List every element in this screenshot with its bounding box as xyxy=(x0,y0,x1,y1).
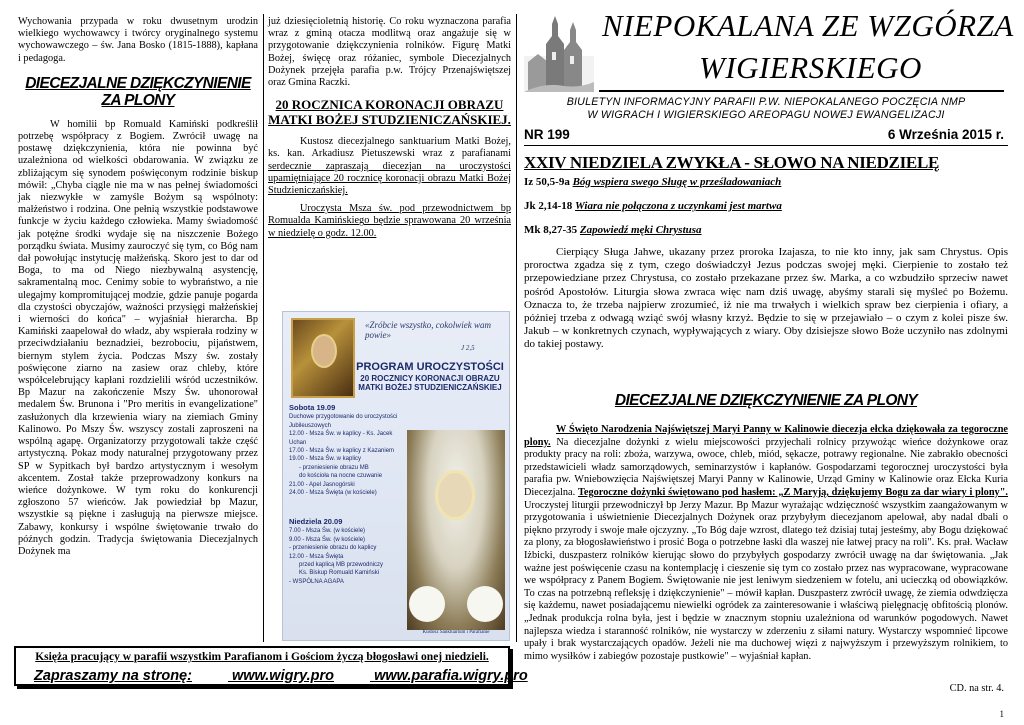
col2-paragraph-1 xyxy=(268,136,511,197)
schedule-line: - WSPÓLNA AGAPA xyxy=(289,578,344,585)
sunday-heading: XXIV NIEDZIELA ZWYKŁA - SŁOWO NA NIEDZIELĘ xyxy=(524,153,940,172)
footer-greeting: Księża pracujący w parafii wszystkim Parafianom i Gościom życzą błogosławi onej niedzieli. xyxy=(35,651,489,663)
thanksgiving-body-1: Na diecezjalne dożynki z wielu miejscowości przyjechali rolnicy przywożąc wieńce dożynkowe oraz produkty pracy na roli: zboża, warzywa, owoce, chleb, miód, sękacze, potrawy regionalne. Nie zabrakło obecności przedstawicieli władz samorządowych, seminarzystów i kapłanów. Gospodarzami tegorocznej uroczystości była parafia pw. Wniebowzięcia Najświętszej Maryi Panny w Kalinowie, Urząd Gminy w Kalinowie oraz Ełcka Kuria Diecezjalna. xyxy=(524,436,1008,498)
poster-schedule-saturday xyxy=(289,404,404,497)
reading-item xyxy=(524,224,702,236)
footer-box xyxy=(14,646,528,686)
thanksgiving-heading: DIECEZJALNE DZIĘKCZYNIENIE ZA PLONY xyxy=(614,392,918,409)
schedule-line: - przeniesienie obrazu MB xyxy=(299,464,369,471)
website-link[interactable]: www.wigry.pro xyxy=(231,668,335,684)
masthead-title: NIEPOKALANA ZE WZGÓRZA xyxy=(602,8,1014,43)
reading-ref: Iz 50,5-9a xyxy=(524,176,570,188)
schedule-line: 12.00 - Msza Święta xyxy=(289,553,344,560)
footer-invite: Zapraszamy na stronę: xyxy=(34,668,192,684)
reading-text: Zapowiedź męki Chrystusa xyxy=(579,224,702,236)
schedule-line: 17.00 - Msza Św. w kaplicy z Kazaniem xyxy=(289,448,395,455)
poster-subtitle: 20 ROCZNICY KORONACJI OBRAZU MATKI BOŻEJ STUDZIENICZAŃSKIEJ xyxy=(358,374,502,392)
thanksgiving-text xyxy=(524,424,1008,663)
column-middle xyxy=(268,16,511,241)
thanksgiving-article xyxy=(524,424,1008,664)
schedule-line: przed kaplicą MB przewodniczy xyxy=(299,562,384,569)
schedule-line: 21.00 - Apel Jasnogórski xyxy=(289,481,355,488)
masthead-subtitle: BIULETYN INFORMACYJNY PARAFII P.W. NIEPOKALANEGO POCZĘCIA NMP xyxy=(566,96,966,108)
photo-caption: Kustosz Sanktuarium i Parafianie xyxy=(422,630,490,635)
poster-quote: «Zróbcie wszystko, cokolwiek wam powie» xyxy=(365,320,491,340)
column-divider xyxy=(516,14,517,642)
col2-intro: już dziesięcioletnią historię. Co roku wyznaczona parafia wraz z gminą otacza modlitwą oraz angażuje się w przygotowanie dziękczynienia rolników. Figurę Matki Bożej, święcę oraz różaniec, symbole Diecezjalnych Dożynek przejęła parafia p.w. Trójcy Przenajświętszej oraz Gmina Raczki. xyxy=(268,16,511,89)
madonna-icon xyxy=(291,318,355,398)
reading-ref: Jk 2,14-18 xyxy=(524,200,573,212)
col1-intro: Wychowania przypada w roku dwusetnym urodzin wielkiego wychowawcy i twórcy oryginalnego systemu wychowawczego – św. Jana Bosko (1815-1888), kapłana i pedagoga. xyxy=(18,16,258,64)
column-left xyxy=(18,16,258,559)
masthead-title-line2: WIGIERSKIEGO xyxy=(699,50,922,85)
continued-note: CD. na str. 4. xyxy=(949,683,1004,694)
poster-schedule-sunday xyxy=(289,518,404,586)
schedule-line: Niedziela 20.09 xyxy=(289,517,343,526)
column-divider xyxy=(263,14,264,642)
thanksgiving-motto: Tegoroczne dożynki świętowano pod hasłem: „Z Maryją, dziękujemy Bogu za dar wiary i plony". xyxy=(577,486,1009,498)
commentary xyxy=(524,246,1008,353)
schedule-line: do kościoła na nocne czuwanie xyxy=(299,473,383,480)
poster-title: PROGRAM UROCZYSTOŚCI xyxy=(356,361,504,373)
sanctuary-photo xyxy=(407,430,505,630)
col2-paragraph-2: Uroczysta Msza św. pod przewodnictwem bp Romualda Kamińskiego będzie sprawowana 20 września w niedzielę o godz. 12.00. xyxy=(268,203,511,239)
program-poster xyxy=(282,311,510,641)
thanksgiving-body-2: Uroczystej liturgii przewodniczył bp Jerzy Mazur. Bp Mazur wyrażając wdzięczność wszystkim zaangażowanym w przygotowania i uświetnienie Diecezjalnych Dożynek oraz przybyłym diecezjanom apelował, aby nadal dbali o piękno przyrody i swoje małe ojczyzny. „To Bóg daje wzrost, dlatego też dzisiaj tutaj jesteśmy, aby Bogu dziękować za plony, za błogosławieństwo i prosić Boga o potrzebne łaski dla waszej nie łatwej pracy na roli". Ks. prał. Wacław Iżbicki, duszpasterz rolników kierując słowo do przybyłych gospodarzy zwrócił uwagę na dar świętowania. „Jak ważne jest poświęcenie czasu na kontemplację i cieszenie się tym co zostało przez nas wypracowane, wypracowane we współpracy z Panem Bogiem. Świętowanie nie jest leniwym siedzeniem w fotelu, ani ucieczką od obowiązków. To czas na potrzebną refleksję i dziękczynienie" – mówił kapłan. Duszpasterz zwrócił uwagę, że ziemia odwdzięcza się każdemu, nawet posiadającemu niewielki ogródek za zainteresowanie i właściwą pielęgnację obfitością plonów. „Jednak produkcja rolna była, jest i będzie w znacznym stopniu uzależniona od warunków pogodowych. Nawet najlepsza wiedza i staranność rolników, nie wystarczy w zderzeniu z siłami natury. Wystarczy wspomnieć lipcowe upały i brak wystarczających opadów. Jeżeli nie ma duchowej więzi z najwyższym i przewyższym rolnikiem, to mimo wysiłków i zabiegów pozostaje pustkowie" – wyjaśniał kapłan. xyxy=(524,499,1008,662)
col1-heading: DIECEZJALNE DZIĘKCZYNIENIE ZA PLONY xyxy=(25,74,251,109)
reading-ref: Mk 8,27-35 xyxy=(524,224,578,236)
col2-p1-start: Kustosz diecezjalnego sanktuarium Matki Bożej, ks. kan. Arkadiusz Pietuszewski wraz z parafianami xyxy=(268,136,511,160)
website-link[interactable]: www.parafia.wigry.pro xyxy=(374,668,528,684)
issue-rule xyxy=(524,145,1008,146)
reading-text: Wiara nie połączona z uczynkami jest martwa xyxy=(575,200,782,212)
poster-quote-ref: J 2,5 xyxy=(461,344,475,352)
footer-links xyxy=(34,668,564,684)
church-logo xyxy=(524,6,594,92)
commentary-text: Cierpiący Sługa Jahwe, ukazany przez proroka Izajasza, to nie kto inny, jak sam Chrystus. Opis proroctwa zgadza się z tym, czego doświadczył Jezus podczas swojej męki. Cierpienie to zostało też przepowiedziane przez Chrystusa, co zostało przekazane przez św. Marka, a co wzbudziło sprzeciw nawet pośród Apostołów. Liturgia słowa zwraca więc nam dziś uwagę, abyśmy starali się myśleć po Bożemu. Oznacza to, że trzeba najpierw zrozumieć, iż nie ma trwałych i wielkich spraw bez cierpienia i ofiary, a później trzeba z odwagą wziąć swój własny krzyż. Będzie to się w przejawiało – o czym z kolei pisze św. Jakub – w konkretnych czynach, wypływających z wiary. Oby dzisiejsze słowo Boże uczyniło nas zdolnymi do takiej postawy. xyxy=(524,246,1008,351)
masthead-subtitle-line2: W WIGRACH I WIGIERSKIEGO AREOPAGU NOWEJ EWANGELIZACJI xyxy=(587,109,945,121)
masthead-rule xyxy=(599,90,1004,92)
schedule-line: - przeniesienie obrazu do kaplicy xyxy=(289,545,377,552)
schedule-line: 19.00 - Msza Św. w kaplicy xyxy=(289,456,362,463)
schedule-line: 9.00 - Msza Św. (w kościele) xyxy=(289,536,366,543)
schedule-line: 12.00 - Msza Św. w kaplicy - Ks. Jacek Uchan xyxy=(289,431,393,446)
masthead xyxy=(524,6,1014,96)
issue-number: NR 199 xyxy=(524,127,570,142)
page-number: 1 xyxy=(999,709,1004,719)
thanksgiving-lead: W Święto Narodzenia Najświętszej Maryi Panny w Kalinowie diecezja ełcka dziękowała za tegoroczne plony. xyxy=(524,424,1008,448)
reading-item xyxy=(524,200,782,212)
col2-heading: 20 ROCZNICA KORONACJI OBRAZU MATKI BOŻEJ STUDZIENICZAŃSKIEJ. xyxy=(268,97,511,128)
issue-date: 6 Września 2015 r. xyxy=(887,127,1004,142)
reading-item xyxy=(524,176,781,188)
schedule-line: 7.00 - Msza Św. (w kościele) xyxy=(289,528,366,535)
col1-body: W homilii bp Romuald Kamiński podkreślił potrzebę współpracy z Bogiem. Zwrócił uwagę na postawę dziękczynienia, która nie powinna być uzależniona od wielkości obdarowania. W związku ze zbliżającym się synodem poświęconym rodzinie biskup mówił: „Chyba ciągle nie ma w nas pełnej świadomości jak niezwykłe w zamyśle Bożym są wspólnoty: małżeństwo i rodzina. One pełnią wszystkie podstawowe funkcje w życiu każdego człowieka. Mamy świadomość jak potężne środki wydaje się na niszczenie Bożego porządku świata. Musimy zauroczyć się tym, co Bóg nam dał powołując instytucję małżeńską. Skoro jest to dar od Boga, to ma od Niego niezbywalną asystencję, sakramentalną moc. Cenimy sobie to wybraństwo, a nie ulegajmy kompromitującej modzie, gdzie panuje pogarda dla czystości obyczajów, ważności przysięgi małżeńskiej i wierności do końca" – wyjaśniał hierarcha. Bp Kamiński zaapelował do władz, aby wspierała rodziny w przeciwdziałaniu beznadziei, bezrobociu, pijaństwem, biernym stylem życia. Podczas Mszy św. zostały poświęcone ziarno na zasiew oraz chleby, które współcelebrujący kapłani rozdzielili wśród uczestników. Bp Mazur na zakończenie Mszy Św. uhonorował medalem Św. Brunona i "Pro meritis in evangelizatione" zasłużonych dla krzewienia wiary na ziemiach Gminy Kalinowo. Po Mszy Św. wszyscy zostali zaproszeni na wspólną agapę. Organizatorzy przygotowali także część artystyczną. Pokaz mody naturalnej przygotowany przez SP w Sypitkach był bardzo artystycznym i wesołym akcentem. Został także przeprowadzony konkurs na wieńce dożynkowe. W tym roku do konkurencji zgłoszono 57 wieńców. Jak powiedział bp Mazur, wszystkie są piękne i zasługują na pierwsze miejsce. Zabawy, konkursy i wspólne świętowanie trwało do późnych godzin. Tradycja świętowania Diecezjalnych Dożynek ma xyxy=(18,118,258,557)
schedule-line: Duchowe przygotowanie do uroczystości Jubileuszowych xyxy=(289,414,398,429)
reading-text: Bóg wspiera swego Sługę w prześladowaniach xyxy=(572,176,782,188)
schedule-line: 24.00 - Msza Święta (w kościele) xyxy=(289,490,377,497)
schedule-line: Sobota 19.09 xyxy=(289,403,336,412)
col2-p1-invite: serdecznie zapraszają diecezjan na uroczystości upamiętniające 20 rocznicę koronacji obrazu Matki Bożej Studzieniczańskiej. xyxy=(268,160,511,197)
schedule-line: Ks. Biskup Romuald Kamiński xyxy=(299,570,380,577)
